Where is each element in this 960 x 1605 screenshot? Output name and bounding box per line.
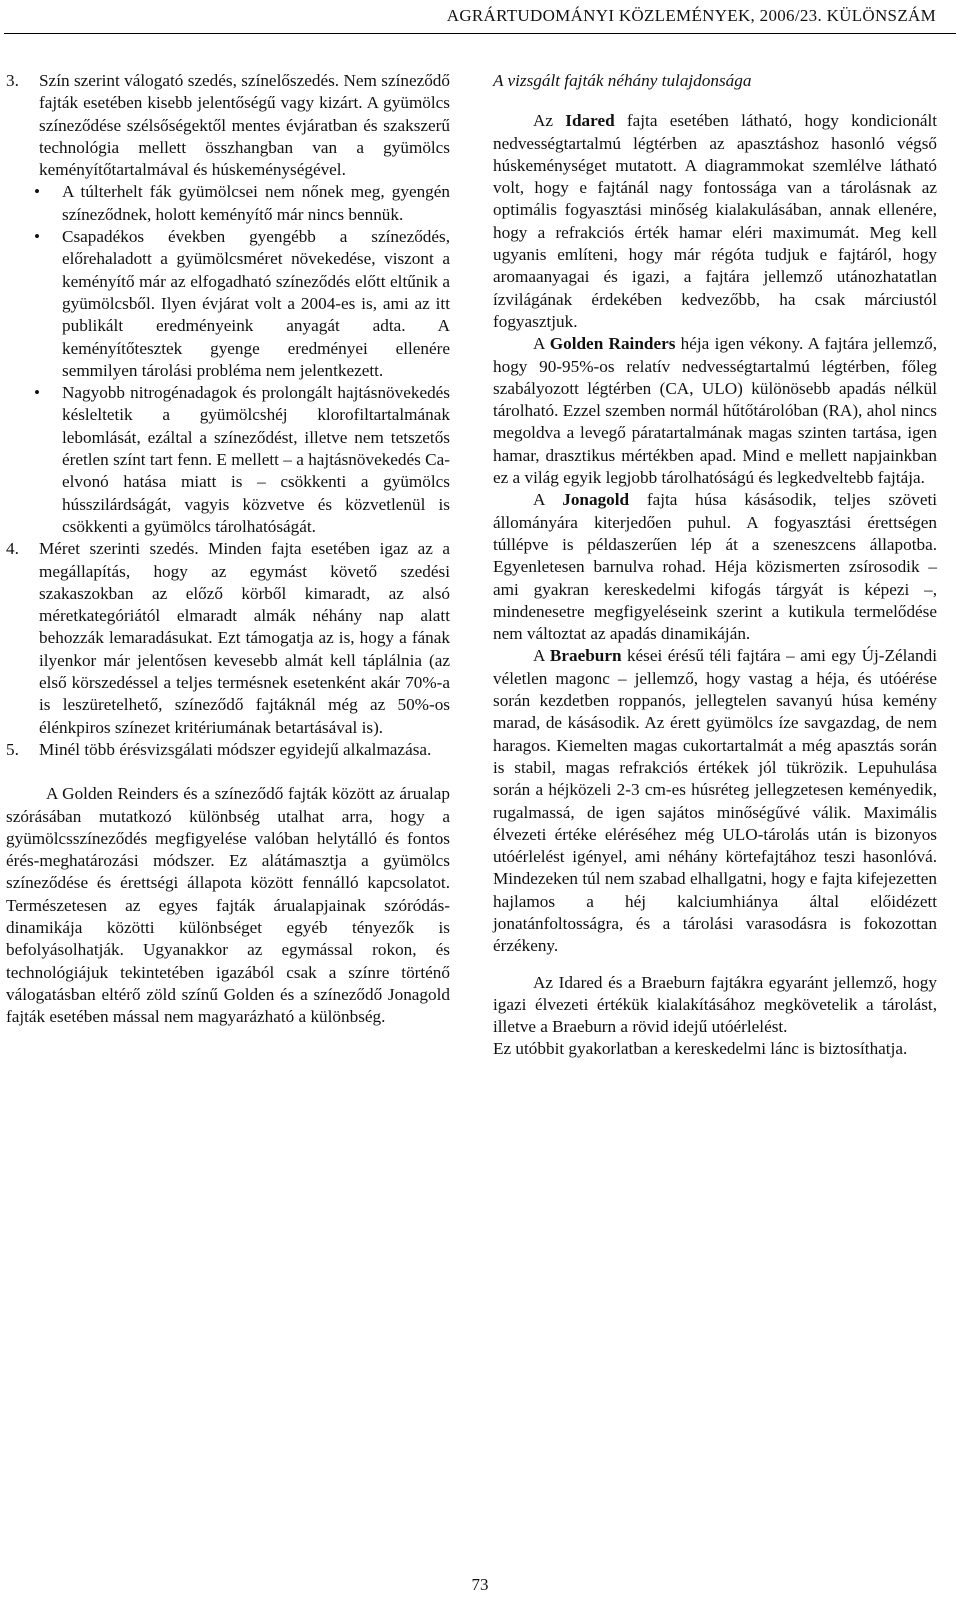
bullet-item-3 (6, 382, 450, 538)
bullet-text-1: A túlterhelt fák gyümölcsei nem nőnek meg, gyengén színeződnek, holott keményítő már nincs bennük. (62, 182, 450, 224)
text-span: A (533, 334, 550, 354)
text-span: fajta esetében látható, hogy kondicionált nedvességtartalmú légtérben az apasztáshoz hasonló végső húskeménységet mutatott. A diagrammokat szemlélve látható volt, hogy e fajtánál nagy fontossága van a tárolásnak az optimális fogyasztási minőség kialakulásában, annak ellenére, hogy a refrakciós érték hamar eléri maximumát. Meg kell ugyanis említeni, hogy már régóta tudjuk e fajtáról, hogy aromaanyagai és igazi, a fajtára jellemző utánozhatatlan ízvilágának érdekében kedvezőbb, ha csak márciustól fogyasztjuk. (493, 111, 937, 331)
bullet-item-1 (6, 181, 450, 226)
variety-name-jonagold: Jonagold (562, 490, 630, 510)
text-span: kései érésű téli fajtára – ami egy Új-Zélandi véletlen magonc – jellemző, hogy vastag a héja, és utóérése során kezdetben roppanós, jellegtelen savanyú húsa kemény marad, de kásásodik. Az érett gyümölcs íze savgazdag, de nem haragos. Kiemelten magas cukortartalmát a még apasztás során is stabil, magas refrakciós értékek jól tükrözik. Lepuhulása során a héjközeli 2-3 cm-es húsréteg jellegzetesen keményedik, rugalmassá, de igen sajátos minőségűvé válik. Maximális élvezeti értéke eléréséhez még ULO-tárolás után is bizonyos utóérlelést igényel, ami néhány körtefajtához teszi hasonlóvá. Mindezeken túl nem szabad elhallgatni, hogy e fajta kifejezetten hajlamos a héj kalciumhiánya által előidézett jonatánfoltosságra, és a tárolási varasodásra is fokozottan érzékeny. (493, 646, 937, 956)
left-column (6, 70, 450, 1028)
paragraph-jonagold (493, 489, 937, 645)
bullet-item-2 (6, 226, 450, 382)
list-item-5 (6, 739, 450, 761)
paragraph-closing-2: Ez utóbbit gyakorlatban a kereskedelmi lánc is biztosíthatja. (493, 1039, 908, 1059)
variety-name-braeburn: Braeburn (549, 646, 622, 666)
running-header: AGRÁRTUDOMÁNYI KÖZLEMÉNYEK, 2006/23. KÜLÖNSZÁM (446, 6, 936, 25)
text-span: héja igen vékony. A fajtára jellemző, hogy 90-95%-os relatív nedvességtartalmú légtérben, főleg szabályozott légtérben (CA, ULO) különösebb apadás nélkül tárolható. Ezzel szemben normál hűtőtárolóban (RA), ahol nincs megoldva a levegő páratartalmának magas szinten tartása, igen hamar, drasztikus mértékben apad. Mind e mellett napjainkban ez a világ egyik legjobb tárolhatóságú és legkedveltebb fajtája. (493, 334, 937, 488)
section-title: A vizsgált fajták néhány tulajdonsága (493, 71, 752, 90)
header-rule (4, 33, 956, 34)
list-item-3 (6, 70, 450, 181)
text-span: fajta húsa kásásodik, teljes szöveti állományára kiterjedően puhul. A fogyasztási érettségen túllépve is példaszerűen lép át a szeneszcens állapotba. Egyenletesen barnulva rohad. Héja közismerten zsírosodik – ami gyakran kereskedelmi kifogás tárgyát is képezi –, mindenesetre megfigyeléseink szerint a kutikula termelődése nem változtat az apadás dinamikáján. (493, 490, 937, 644)
text-span: A (533, 490, 563, 510)
list-number-5: 5. (6, 739, 19, 759)
text-span: A (533, 646, 550, 666)
paragraph-closing: Az Idared és a Braeburn fajtákra egyaránt jellemző, hogy igazi élvezeti értékük kialakításához megkövetelik a tárolást, illetve a Braeburn a rövid idejű utóérlelést. (493, 972, 937, 1037)
list-text-3: Szín szerint válogató szedés, színelőszedés. Nem színeződő fajták esetében kisebb jelentőségű vagy kizárt. A gyümölcs színeződése szélsőségektől mentes évjáratban és szakszerű technológia mellett összhangban van a gyümölcs keményítőtartalmával és húskeménységével. (39, 71, 450, 180)
bullet-icon: • (33, 182, 41, 202)
right-column (493, 70, 937, 1061)
paragraph-golden (493, 333, 937, 489)
list-number-4: 4. (6, 539, 19, 559)
bullet-text-2: Csapadékos években gyengébb a színeződés, előrehaladott a gyümölcsméret növekedése, viszont a keményítő már az elfogadható színeződés előtt eltűnik a gyümölcsből. Ilyen évjárat volt a 2004-es is, ami az itt publikált eredményeink anyagát adta. A keményítőtesztek gyenge eredményei ellenére semmilyen tárolási probléma nem jelentkezett. (62, 227, 450, 380)
bullet-icon: • (33, 227, 41, 247)
bullet-icon: • (33, 383, 41, 403)
body-paragraph: A Golden Reinders és a színeződő fajták között az árualap szórásában mutatkozó különbség utalhat arra, hogy a gyümölcsszíneződés megfigyelése valóban helytálló és fontos érés-meghatározási módszer. Ez alátámasztja a gyümölcs színeződése és érettségi állapota között fennálló kapcsolatot. Természetesen az egyes fajták árualapjainak szóródás-dinamikája közötti különbséget egyéb tényezők is befolyásolhatják. Ugyanakkor az egymással rokon, és technológiájuk tekintetében igazából csak a színre történő válogatásban eltérő zöld színű Golden és a színeződő Jonagold fajták esetében mással nem magyarázható a különbség. (6, 784, 450, 1027)
list-text-4: Méret szerinti szedés. Minden fajta esetében igaz az a megállapítás, hogy az egymást követő szedési szakaszokban az előző körből kimaradt, az alsó méretkategóriától elmaradt almák néhány nap alatt behozzák lemaradásukat. Ezt támogatja az is, hogy a fának ilyenkor már jelentősen kevesebb almát kell táplálnia (az első körszedéssel a teljes termésnek esetenként akár 70%-a is leszüretelhető, színeződő fajtáknál még az 50%-os élénkpiros színezet kritériumának betartásával is). (39, 539, 450, 737)
paragraph-idared (493, 110, 937, 333)
text-span: Az (533, 111, 566, 131)
list-number-3: 3. (6, 71, 19, 90)
paragraph-braeburn (493, 645, 937, 957)
page-number: 73 (471, 1575, 489, 1594)
variety-name-idared: Idared (565, 111, 615, 131)
bullet-text-3: Nagyobb nitrogénadagok és prolongált hajtásnövekedés késleltetik a gyümölcshéj klorofiltartalmának lebomlását, ezáltal a színeződést, illetve nem tetszetős éretlen színt tart fenn. E mellett – a hajtásnövekedés Ca-elvonó hatása miatt is – csökkenti a gyümölcs hússzilárdságát, vagyis közvetve és közvetlenül is csökkenti a gyümölcs tárolhatóságát. (62, 383, 450, 536)
variety-name-golden: Golden Rainders (549, 334, 676, 354)
list-text-5: Minél több érésvizsgálati módszer egyidejű alkalmazása. (39, 739, 432, 759)
list-item-4 (6, 538, 450, 739)
